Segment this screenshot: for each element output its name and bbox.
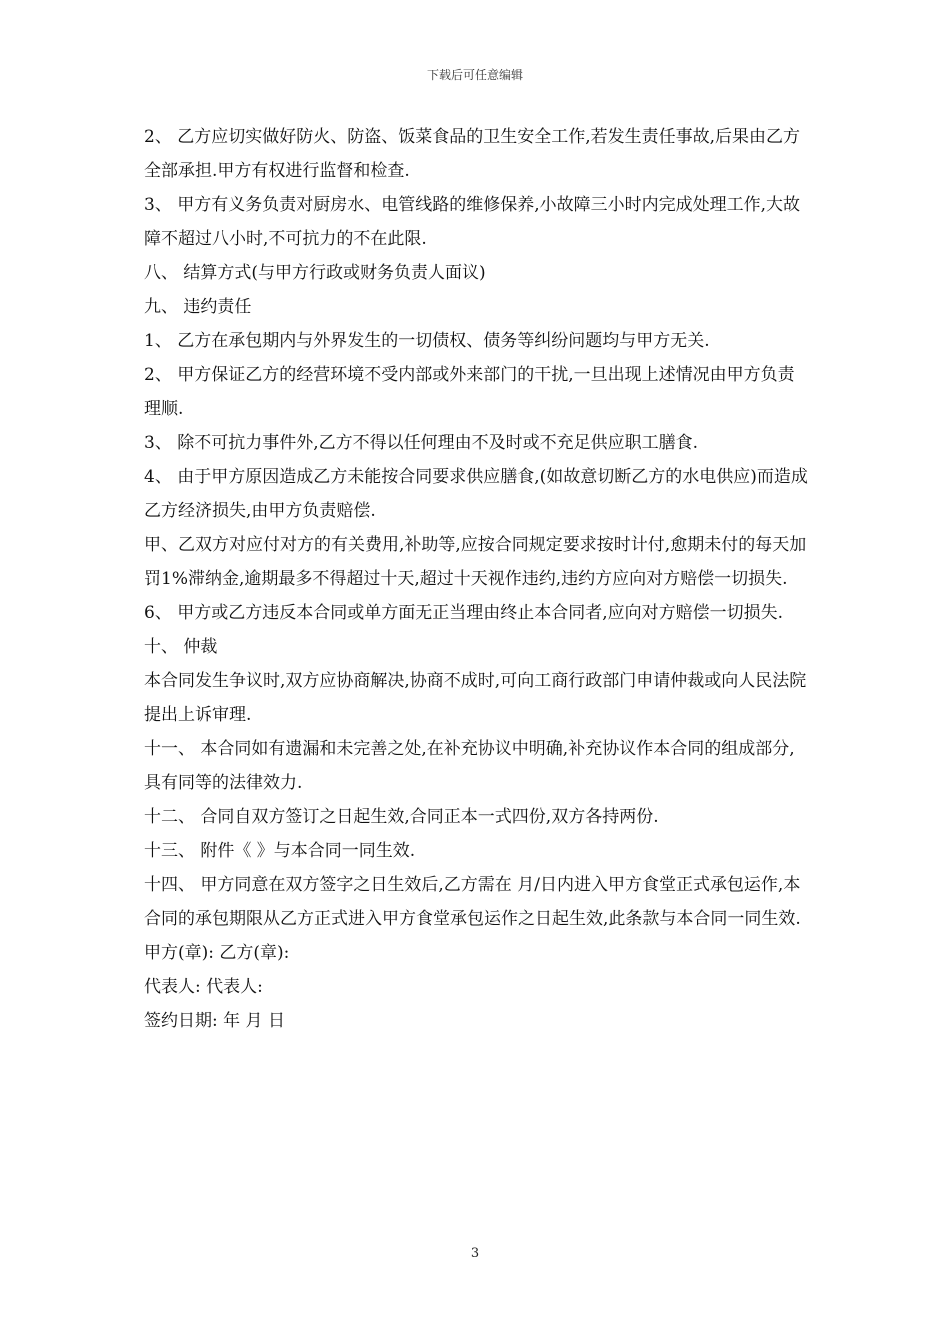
paragraph: 6、 甲方或乙方违反本合同或单方面无正当理由终止本合同者,应向对方赔偿一切损失. (144, 603, 784, 623)
section-heading: 十、 仲裁 (144, 637, 218, 657)
paragraph: 十一、 本合同如有遗漏和未完善之处,在补充协议中明确,补充协议作本合同的组成部分,具有同等的法律效力. (144, 739, 795, 793)
section-heading: 九、 违约责任 (144, 297, 252, 317)
paragraph: 十四、 甲方同意在双方签字之日生效后,乙方需在 月/日内进入甲方食堂正式承包运作,本 (144, 875, 801, 895)
paragraph: 2、 甲方保证乙方的经营环境不受内部或外来部门的干扰,一旦出现上述情况由甲方负责理顺. (144, 365, 795, 419)
section-heading: 八、 结算方式(与甲方行政或财务负责人面议) (144, 263, 486, 283)
paragraph: 1、 乙方在承包期内与外界发生的一切债权、债务等纠纷问题均与甲方无关. (144, 331, 710, 351)
page-number: 3 (470, 1246, 480, 1261)
paragraph: 3、 甲方有义务负责对厨房水、电管线路的维修保养,小故障三小时内完成处理工作,大故障不超过八小时,不可抗力的不在此限. (144, 195, 801, 249)
signature-line: 代表人: 代表人: (144, 977, 263, 997)
signature-line: 甲方(章): 乙方(章): (144, 943, 290, 963)
paragraph: 本合同发生争议时,双方应协商解决,协商不成时,可向工商行政部门申请仲裁或向人民法院提出上诉审理. (144, 671, 807, 725)
page-header: 下载后可任意编辑 (426, 68, 523, 82)
paragraph: 合同的承包期限从乙方正式进入甲方食堂承包运作之日起生效,此条款与本合同一同生效. (144, 909, 801, 929)
document-body (144, 120, 809, 1038)
paragraph: 十二、 合同自双方签订之日起生效,合同正本一式四份,双方各持两份. (144, 807, 659, 827)
paragraph: 甲、乙双方对应付对方的有关费用,补助等,应按合同规定要求按时计付,愈期未付的每天加罚1%滞纳金,逾期最多不得超过十天,超过十天视作违约,违约方应向对方赔偿一切损失. (144, 535, 807, 589)
paragraph: 4、 由于甲方原因造成乙方未能按合同要求供应膳食,(如故意切断乙方的水电供应)而造成乙方经济损失,由甲方负责赔偿. (144, 467, 808, 521)
paragraph: 十三、 附件《 》与本合同一同生效. (144, 841, 416, 861)
paragraph: 3、 除不可抗力事件外,乙方不得以任何理由不及时或不充足供应职工膳食. (144, 433, 699, 453)
paragraph: 2、 乙方应切实做好防火、防盗、饭菜食品的卫生安全工作,若发生责任事故,后果由乙方全部承担.甲方有权进行监督和检查. (144, 127, 801, 181)
signature-line: 签约日期: 年 月 日 (144, 1011, 285, 1031)
